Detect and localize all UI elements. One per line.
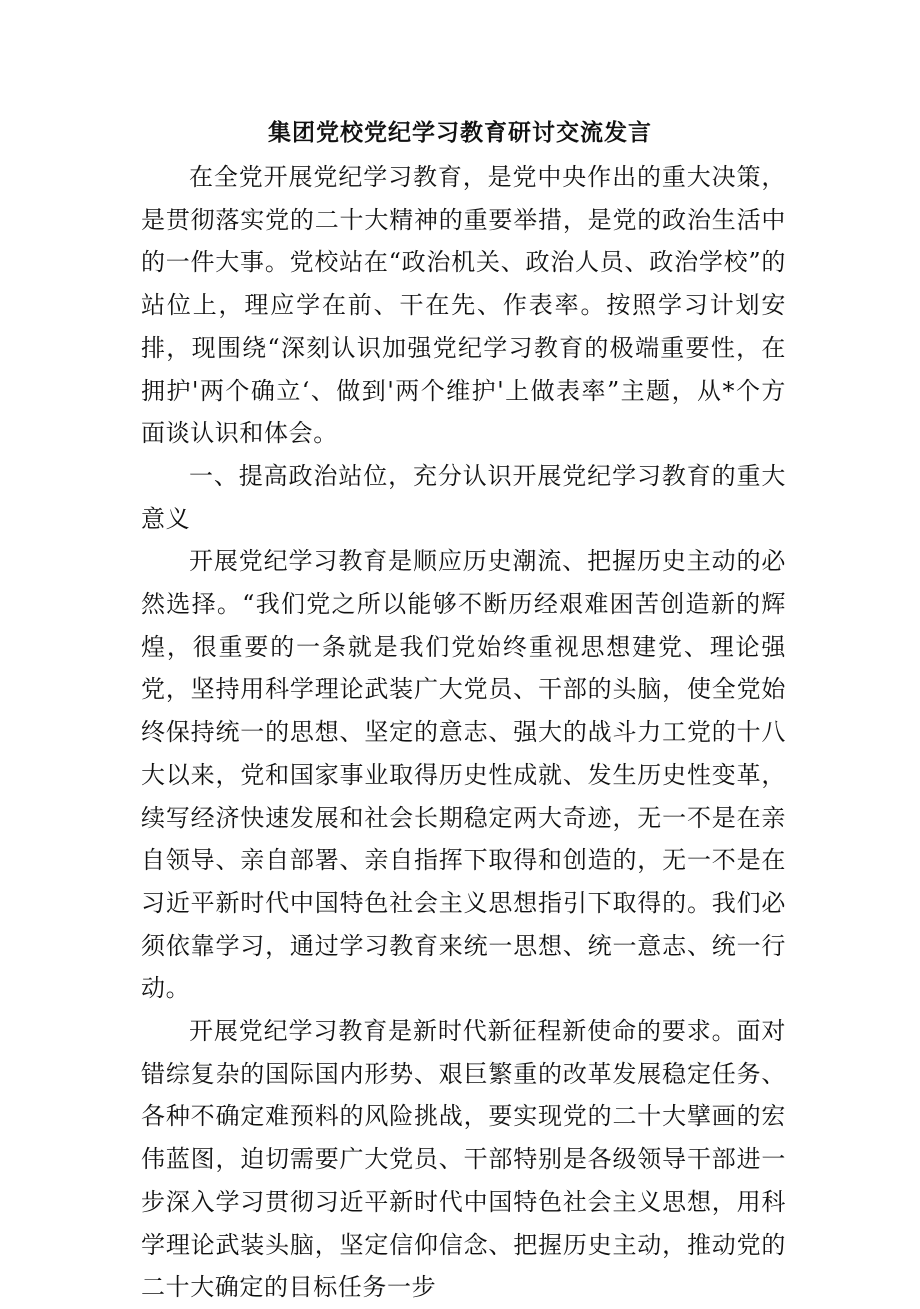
paragraph-new-era-mission: 开展党纪学习教育是新时代新征程新使命的要求。面对错综复杂的国际国内形势、艰巨繁重的改革发展稳定任务、各种不确定难预料的风险挑战，要实现党的二十大擘画的宏伟蓝图，迫切需要广大党员、干部特别是各级领导干部进一步深入学习贯彻习近平新时代中国特色社会主义思想，用科学理论武装头脑，坚定信仰信念、把握历史主动，推动党的二十大确定的目标任务一步 (141, 1017, 786, 1302)
document-title: 集团党校党纪学习教育研讨交流发言 (268, 120, 652, 146)
document-body (141, 156, 786, 1309)
section-heading-1: 一、提高政治站位，充分认识开展党纪学习教育的重大意义 (141, 461, 786, 533)
paragraph-intro: 在全党开展党纪学习教育，是党中央作出的重大决策，是贯彻落实党的二十大精神的重要举措，是党的政治生活中的一件大事。党校站在“政治机关、政治人员、政治学校”的站位上，理应学在前、干在先、作表率。按照学习计划安排，现围绕“深刻认识加强党纪学习教育的极端重要性，在拥护'两个确立‘、做到'两个维护'上做表率”主题，从*个方面谈认识和体会。 (141, 163, 786, 448)
paragraph-historical-trend: 开展党纪学习教育是顺应历史潮流、把握历史主动的必然选择。“我们党之所以能够不断历经艰难困苦创造新的辉煌，很重要的一条就是我们党始终重视思想建党、理论强党，坚持用科学理论武装广大党员、干部的头脑，使全党始终保持统一的思想、坚定的意志、强大的战斗力工党的十八大以来，党和国家事业取得历史性成就、发生历史性变革，续写经济快速发展和社会长期稳定两大奇迹，无一不是在亲自领导、亲自部署、亲自指挥下取得和创造的，无一不是在习近平新时代中国特色社会主义思想指引下取得的。我们必须依靠学习，通过学习教育来统一思想、统一意志、统一行动。 (141, 547, 786, 1003)
